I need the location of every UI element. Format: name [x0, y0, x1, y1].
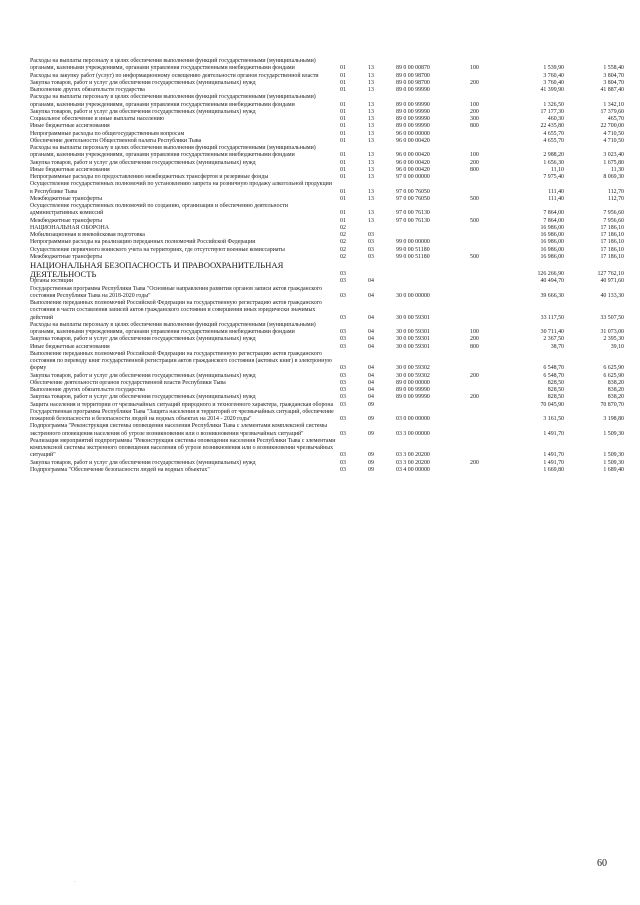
table-row — [30, 131, 624, 138]
row-section-code: 03 — [340, 466, 346, 473]
table-row — [30, 394, 624, 401]
row-section-code: 03 — [340, 387, 346, 394]
row-amount-year-1: 1 656,30 — [543, 159, 564, 166]
row-subsection-code: 13 — [368, 79, 374, 86]
row-name: Мобилизационная и вневойсковая подготовка — [30, 232, 145, 238]
row-subsection-code: 09 — [368, 459, 374, 466]
row-amount-year-2: 6 625,90 — [603, 365, 624, 372]
row-amount-year-2: 17 186,10 — [600, 246, 624, 253]
row-amount-year-2: 1 342,10 — [603, 101, 624, 108]
row-amount-year-1: 22 435,80 — [540, 123, 564, 130]
row-amount-year-1: 1 539,90 — [543, 65, 564, 72]
row-name: Защита населения и территории от чрезвычайных ситуаций природного и техногенного характера, гражданская оборона — [30, 401, 334, 408]
row-target-article-code: 99 0 00 51180 — [396, 246, 430, 253]
row-amount-year-2: 838,20 — [607, 394, 624, 401]
row-target-article-code: 03 4 00 00000 — [396, 466, 430, 473]
row-subsection-code: 13 — [368, 72, 374, 79]
row-name: Органы юстиции — [30, 278, 74, 285]
row-amount-year-1: 828,50 — [547, 394, 564, 401]
row-section-code: 03 — [340, 401, 346, 408]
row-expense-type-code: 200 — [470, 79, 479, 86]
row-amount-year-1: 111,40 — [548, 195, 564, 202]
row-amount-year-1: 111,40 — [548, 188, 564, 195]
row-amount-year-1: 4 655,70 — [543, 130, 564, 137]
row-amount-year-1: 7 864,00 — [543, 217, 564, 224]
row-subsection-code: 13 — [368, 210, 374, 217]
row-subsection-code: 04 — [368, 387, 374, 394]
row-name: Расходы на выплаты персоналу в целях обеспечения выполнения функций государственными (муниципальными) органами, казенными учреждениями, органами управления государственными внебюджетными фондами — [30, 321, 316, 336]
table-row — [30, 409, 624, 424]
row-subsection-code: 13 — [368, 108, 374, 115]
row-section-code: 03 — [340, 379, 346, 386]
row-amount-year-2: 112,70 — [608, 188, 624, 195]
row-name: Закупка товаров, работ и услуг для обеспечения государственных (муниципальных) нужд — [30, 159, 256, 166]
row-section-code: 03 — [340, 365, 346, 372]
row-subsection-code: 04 — [368, 336, 374, 343]
row-amount-year-1: 828,50 — [547, 387, 564, 394]
row-target-article-code: 89 0 00 99990 — [396, 108, 430, 115]
row-name: Выполнение других обязательств государства — [30, 87, 145, 93]
table-row — [30, 58, 624, 73]
table-row — [30, 225, 624, 232]
table-row — [30, 300, 624, 322]
row-amount-year-2: 1 509,30 — [603, 459, 624, 466]
row-amount-year-2: 838,20 — [607, 387, 624, 394]
table-row — [30, 261, 624, 278]
row-amount-year-2: 6 625,90 — [603, 372, 624, 379]
row-target-article-code: 03 3 00 20200 — [396, 459, 430, 466]
row-section-code: 02 — [340, 239, 346, 246]
row-amount-year-1: 3 760,40 — [543, 79, 564, 86]
row-section-code: 01 — [340, 116, 346, 122]
row-expense-type-code: 500 — [470, 195, 479, 202]
table-row — [30, 73, 624, 80]
row-amount-year-1: 2 988,20 — [543, 152, 564, 159]
table-row — [30, 80, 624, 87]
row-name: Закупка товаров, работ и услуг для обеспечения государственных (муниципальных) нужд — [30, 459, 256, 466]
row-amount-year-2: 17 186,10 — [600, 232, 624, 238]
row-amount-year-1: 4 655,70 — [543, 137, 564, 144]
row-section-code: 01 — [340, 152, 346, 159]
row-amount-year-1: 16 986,00 — [540, 239, 564, 246]
row-amount-year-2: 39,10 — [610, 343, 624, 350]
row-amount-year-1: 1 491,70 — [543, 430, 564, 437]
table-row — [30, 167, 624, 174]
row-name: Межбюджетные трансферты — [30, 217, 103, 224]
row-name: Расходы на выплаты персоналу в целях обеспечения выполнения функций государственными (муниципальными) органами, казенными учреждениями, органами управления государственными внебюджетными фондами — [30, 58, 316, 72]
row-target-article-code: 89 0 00 99990 — [396, 101, 430, 108]
row-name: Непрограммные расходы на реализацию переданных полномочий Российской Федерации — [30, 239, 256, 246]
row-target-article-code: 89 0 00 99990 — [396, 87, 430, 93]
row-amount-year-1: 6 548,70 — [543, 365, 564, 372]
row-amount-year-2: 3 023,40 — [603, 152, 624, 159]
row-subsection-code: 13 — [368, 87, 374, 93]
row-amount-year-2: 1 558,40 — [603, 65, 624, 72]
row-target-article-code: 97 0 00 76130 — [396, 210, 430, 217]
row-amount-year-1: 7 864,00 — [543, 210, 564, 217]
row-amount-year-1: 38,70 — [550, 343, 564, 350]
row-subsection-code: 13 — [368, 65, 374, 72]
row-name: Осуществление государственных полномочий по установлению запрета на розничную продажу алкогольной продукции в Республике Тыва — [30, 181, 332, 195]
row-name: Выполнение переданных полномочий Российской Федерации на государственную регистрацию актов гражданского состояния в части составления записей актов гражданского состояния и совершения иных юридически значимых действий — [30, 300, 322, 321]
row-expense-type-code: 200 — [470, 459, 479, 466]
row-amount-year-2: 22 700,00 — [600, 123, 624, 130]
row-name: Осуществление первичного воинского учета на территориях, где отсутствуют военные комиссариаты — [30, 246, 285, 253]
table-row — [30, 467, 624, 474]
row-target-article-code: 03 3 00 20200 — [396, 452, 430, 459]
budget-table — [30, 58, 624, 474]
row-amount-year-2: 4 710,50 — [603, 130, 624, 137]
row-target-article-code: 89 0 00 99990 — [396, 387, 430, 394]
row-target-article-code: 89 0 00 98700 — [396, 79, 430, 86]
row-target-article-code: 30 0 00 00000 — [396, 292, 430, 299]
row-amount-year-2: 3 804,70 — [603, 72, 624, 79]
row-amount-year-2: 838,20 — [607, 379, 624, 386]
row-expense-type-code: 200 — [470, 372, 479, 379]
row-amount-year-1: 16 986,00 — [540, 246, 564, 253]
row-amount-year-2: 40 971,60 — [600, 278, 624, 285]
row-amount-year-1: 2 367,50 — [543, 336, 564, 343]
table-row — [30, 138, 624, 145]
row-section-code: 02 — [340, 224, 346, 231]
row-target-article-code: 97 0 00 76050 — [396, 195, 430, 202]
row-amount-year-2: 3 198,80 — [603, 416, 624, 423]
row-amount-year-2: 8 069,30 — [603, 174, 624, 180]
row-amount-year-1: 39 666,30 — [540, 292, 564, 299]
row-amount-year-2: 4 710,50 — [603, 137, 624, 144]
row-section-code: 01 — [340, 72, 346, 79]
row-amount-year-2: 7 956,60 — [603, 210, 624, 217]
row-amount-year-1: 126 266,90 — [537, 271, 564, 278]
row-name: Межбюджетные трансферты — [30, 253, 103, 260]
row-expense-type-code: 800 — [470, 343, 479, 350]
row-target-article-code: 96 0 00 00420 — [396, 152, 430, 159]
row-subsection-code: 03 — [368, 232, 374, 238]
row-amount-year-1: 1 491,70 — [543, 459, 564, 466]
row-amount-year-1: 11,10 — [550, 166, 564, 173]
table-row — [30, 196, 624, 203]
row-section-code: 01 — [340, 79, 346, 86]
row-amount-year-1: 828,50 — [547, 379, 564, 386]
row-target-article-code: 96 0 00 00000 — [396, 130, 430, 137]
row-expense-type-code: 100 — [470, 65, 479, 72]
row-subsection-code: 04 — [368, 314, 374, 321]
table-row — [30, 286, 624, 301]
row-target-article-code: 89 0 00 00000 — [396, 379, 430, 386]
table-row — [30, 373, 624, 380]
row-section-code: 01 — [340, 108, 346, 115]
row-amount-year-1: 30 711,40 — [540, 329, 564, 336]
row-subsection-code: 09 — [368, 466, 374, 473]
row-section-code: 01 — [340, 174, 346, 180]
row-target-article-code: 30 0 00 59302 — [396, 365, 430, 372]
row-subsection-code: 04 — [368, 365, 374, 372]
row-subsection-code: 13 — [368, 152, 374, 159]
table-row — [30, 438, 624, 460]
row-section-code: 01 — [340, 188, 346, 195]
row-target-article-code: 97 0 00 00000 — [396, 174, 430, 180]
row-section-code: 01 — [340, 65, 346, 72]
row-target-article-code: 96 0 00 00420 — [396, 166, 430, 173]
row-name: НАЦИОНАЛЬНАЯ БЕЗОПАСНОСТЬ И ПРАВООХРАНИТЕЛЬНАЯ ДЕЯТЕЛЬНОСТЬ — [30, 260, 284, 279]
row-amount-year-1: 16 986,00 — [540, 253, 564, 260]
row-amount-year-1: 1 491,70 — [543, 452, 564, 459]
table-row — [30, 423, 624, 438]
row-section-code: 03 — [340, 394, 346, 401]
row-target-article-code: 30 0 00 59301 — [396, 336, 430, 343]
table-row — [30, 239, 624, 246]
row-target-article-code: 96 0 00 00420 — [396, 137, 430, 144]
row-section-code: 01 — [340, 101, 346, 108]
row-subsection-code: 13 — [368, 116, 374, 122]
row-name: Осуществление государственных полномочий по созданию, организации и обеспечению деятельности административных комиссий — [30, 203, 289, 217]
row-name: Расходы на закупку работ (услуг) по информационному освещению деятельности органов государственной власти — [30, 72, 319, 79]
row-target-article-code: 30 0 00 59302 — [396, 372, 430, 379]
table-row — [30, 402, 624, 409]
row-amount-year-2: 11,30 — [610, 166, 624, 173]
row-section-code: 03 — [340, 416, 346, 423]
row-section-code: 01 — [340, 217, 346, 224]
row-section-code: 01 — [340, 195, 346, 202]
row-subsection-code: 04 — [368, 372, 374, 379]
row-expense-type-code: 200 — [470, 394, 479, 401]
table-row — [30, 94, 624, 109]
row-name: Непрограммные расходы по предоставлению межбюджетных трансфертов и резервные фонды — [30, 174, 269, 180]
row-expense-type-code: 500 — [470, 217, 479, 224]
row-amount-year-2: 112,70 — [608, 195, 624, 202]
row-name: Государственная программа Республики Тыва "Защита населения и территорий от чрезвычайных ситуаций, обеспечение пожарной безопасности и безопасности людей на водных объектах на 2014 - 2020 годы" — [30, 408, 334, 423]
row-subsection-code: 13 — [368, 195, 374, 202]
row-section-code: 03 — [340, 271, 346, 278]
row-amount-year-2: 70 870,70 — [600, 401, 624, 408]
table-row — [30, 160, 624, 167]
row-amount-year-2: 465,70 — [607, 116, 624, 122]
row-section-code: 03 — [340, 292, 346, 299]
row-section-code: 03 — [340, 329, 346, 336]
row-target-article-code: 89 0 00 99990 — [396, 123, 430, 130]
row-subsection-code: 04 — [368, 394, 374, 401]
row-section-code: 03 — [340, 459, 346, 466]
row-amount-year-2: 3 804,70 — [603, 79, 624, 86]
row-subsection-code: 13 — [368, 174, 374, 180]
row-subsection-code: 13 — [368, 101, 374, 108]
row-name: Обеспечение деятельности органов государственной власти Республики Тыва — [30, 379, 226, 386]
row-amount-year-2: 2 395,30 — [603, 336, 624, 343]
row-amount-year-2: 1 509,30 — [603, 452, 624, 459]
row-subsection-code: 09 — [368, 452, 374, 459]
row-subsection-code: 09 — [368, 430, 374, 437]
row-subsection-code: 13 — [368, 188, 374, 195]
row-amount-year-2: 7 956,60 — [603, 217, 624, 224]
table-row — [30, 344, 624, 351]
row-target-article-code: 89 0 00 99990 — [396, 116, 430, 122]
row-target-article-code: 97 0 00 76050 — [396, 188, 430, 195]
row-target-article-code: 89 0 00 00870 — [396, 65, 430, 72]
row-name: Непрограммные расходы по общегосударственным вопросам — [30, 130, 185, 137]
row-expense-type-code: 200 — [470, 159, 479, 166]
row-section-code: 01 — [340, 137, 346, 144]
row-amount-year-2: 40 133,30 — [600, 292, 624, 299]
row-subsection-code: 09 — [368, 416, 374, 423]
row-amount-year-1: 3 161,50 — [543, 416, 564, 423]
row-amount-year-2: 17 379,60 — [600, 108, 624, 115]
row-subsection-code: 03 — [368, 246, 374, 253]
table-row — [30, 218, 624, 225]
row-name: Иные бюджетные ассигнования — [30, 166, 110, 173]
table-row — [30, 181, 624, 196]
row-amount-year-1: 1 326,50 — [543, 101, 564, 108]
row-name: Подпрограмма "Обеспечение безопасности людей на водных объектах" — [30, 466, 210, 473]
row-subsection-code: 04 — [368, 379, 374, 386]
row-expense-type-code: 300 — [470, 116, 479, 122]
row-section-code: 01 — [340, 130, 346, 137]
row-amount-year-2: 41 887,40 — [600, 87, 624, 93]
row-section-code: 01 — [340, 123, 346, 130]
row-name: Закупка товаров, работ и услуг для обеспечения государственных (муниципальных) нужд — [30, 394, 256, 401]
row-target-article-code: 99 0 00 00000 — [396, 239, 430, 246]
table-row — [30, 203, 624, 218]
row-section-code: 02 — [340, 253, 346, 260]
row-amount-year-1: 41 399,90 — [540, 87, 564, 93]
row-subsection-code: 13 — [368, 166, 374, 173]
row-expense-type-code: 100 — [470, 329, 479, 336]
row-target-article-code: 97 0 00 76130 — [396, 217, 430, 224]
table-row — [30, 247, 624, 254]
row-target-article-code: 89 0 00 99990 — [396, 394, 430, 401]
row-name: Межбюджетные трансферты — [30, 195, 103, 202]
row-target-article-code: 30 0 00 59301 — [396, 343, 430, 350]
row-amount-year-2: 1 675,80 — [603, 159, 624, 166]
row-subsection-code: 13 — [368, 217, 374, 224]
row-amount-year-1: 16 986,00 — [540, 232, 564, 238]
row-name: Закупка товаров, работ и услуг для обеспечения государственных (муниципальных) нужд — [30, 79, 256, 86]
row-subsection-code: 09 — [368, 401, 374, 408]
row-amount-year-2: 17 186,10 — [600, 224, 624, 231]
row-section-code: 01 — [340, 87, 346, 93]
table-row — [30, 460, 624, 467]
row-amount-year-1: 17 177,30 — [540, 108, 564, 115]
table-row — [30, 145, 624, 160]
row-amount-year-1: 33 117,50 — [540, 314, 564, 321]
row-section-code: 01 — [340, 210, 346, 217]
row-section-code: 03 — [340, 452, 346, 459]
row-target-article-code: 30 0 00 59301 — [396, 314, 430, 321]
row-target-article-code: 30 0 00 59301 — [396, 329, 430, 336]
table-row — [30, 123, 624, 130]
row-expense-type-code: 500 — [470, 253, 479, 260]
row-subsection-code: 13 — [368, 159, 374, 166]
row-name: Иные бюджетные ассигнования — [30, 123, 110, 130]
row-name: Иные бюджетные ассигнования — [30, 343, 110, 350]
row-amount-year-1: 3 760,40 — [543, 72, 564, 79]
row-amount-year-1: 40 494,70 — [540, 278, 564, 285]
row-expense-type-code: 800 — [470, 123, 479, 130]
table-row — [30, 322, 624, 337]
row-expense-type-code: 100 — [470, 101, 479, 108]
row-subsection-code: 04 — [368, 329, 374, 336]
row-section-code: 02 — [340, 246, 346, 253]
row-section-code: 02 — [340, 232, 346, 238]
row-amount-year-2: 31 073,00 — [600, 329, 624, 336]
row-name: Подпрограмма "Реконструкция системы оповещения населения Республики Тыва с элементами комплексной системы экстренного оповещения населения об угрозе возникновения или о возникновении чрезвычайных ситуаций" — [30, 423, 328, 437]
page-number: 60 — [597, 858, 607, 869]
row-amount-year-2: 17 186,10 — [600, 239, 624, 246]
row-amount-year-1: 6 548,70 — [543, 372, 564, 379]
row-target-article-code: 89 0 00 98700 — [396, 72, 430, 79]
row-section-code: 01 — [340, 166, 346, 173]
table-row — [30, 109, 624, 116]
row-subsection-code: 03 — [368, 253, 374, 260]
row-section-code: 03 — [340, 336, 346, 343]
table-row — [30, 116, 624, 123]
row-amount-year-2: 17 186,10 — [600, 253, 624, 260]
row-amount-year-2: 1 689,40 — [603, 466, 624, 473]
bottom-mark: · — [74, 880, 76, 885]
row-section-code: 01 — [340, 159, 346, 166]
row-section-code: 03 — [340, 430, 346, 437]
row-name: Выполнение переданных полномочий Российской Федерации на государственную регистрацию актов гражданского состояния по переводу книг государственной регистрации актов гражданского состояния (актовых книг) в электронную форму — [30, 350, 332, 372]
row-subsection-code: 13 — [368, 130, 374, 137]
row-expense-type-code: 800 — [470, 166, 479, 173]
row-amount-year-1: 70 045,90 — [540, 401, 564, 408]
row-amount-year-1: 7 975,40 — [543, 174, 564, 180]
row-subsection-code: 04 — [368, 278, 374, 285]
row-amount-year-1: 460,30 — [547, 116, 564, 122]
row-subsection-code: 04 — [368, 292, 374, 299]
row-name: Расходы на выплаты персоналу в целях обеспечения выполнения функций государственными (муниципальными) органами, казенными учреждениями, органами управления государственными внебюджетными фондами — [30, 94, 316, 108]
row-subsection-code: 13 — [368, 137, 374, 144]
row-name: Государственная программа Республики Тыва "Основные направления развития органов записи актов гражданского состояния Республики Тыва на 2018-2020 годы" — [30, 285, 323, 299]
row-section-code: 03 — [340, 343, 346, 350]
row-target-article-code: 99 0 00 51180 — [396, 253, 430, 260]
row-name: Расходы на выплаты персоналу в целях обеспечения выполнения функций государственными (муниципальными) органами, казенными учреждениями, органами управления государственными внебюджетными фондами — [30, 145, 316, 159]
row-expense-type-code: 200 — [470, 108, 479, 115]
row-amount-year-2: 1 509,30 — [603, 430, 624, 437]
row-amount-year-1: 1 669,80 — [543, 466, 564, 473]
row-subsection-code: 13 — [368, 123, 374, 130]
row-name: Закупка товаров, работ и услуг для обеспечения государственных (муниципальных) нужд — [30, 336, 256, 343]
table-row — [30, 351, 624, 373]
row-subsection-code: 03 — [368, 239, 374, 246]
row-expense-type-code: 100 — [470, 152, 479, 159]
row-amount-year-1: 16 986,00 — [540, 224, 564, 231]
row-target-article-code: 96 0 00 00420 — [396, 159, 430, 166]
table-row — [30, 278, 624, 285]
table-row — [30, 336, 624, 343]
row-subsection-code: 04 — [368, 343, 374, 350]
row-target-article-code: 03 0 00 00000 — [396, 416, 430, 423]
row-target-article-code: 03 3 00 00000 — [396, 430, 430, 437]
row-amount-year-2: 127 762,10 — [597, 271, 624, 278]
row-section-code: 03 — [340, 372, 346, 379]
row-name: Закупка товаров, работ и услуг для обеспечения государственных (муниципальных) нужд — [30, 108, 256, 115]
row-name: Закупка товаров, работ и услуг для обеспечения государственных (муниципальных) нужд — [30, 372, 256, 379]
row-section-code: 03 — [340, 278, 346, 285]
row-name: НАЦИОНАЛЬНАЯ ОБОРОНА — [30, 224, 110, 231]
row-expense-type-code: 200 — [470, 336, 479, 343]
row-name: Реализация мероприятий подпрограммы "Реконструкция системы оповещения населения Республики Тыва с элементами комплексной системы экстренного оповещения населения об угрозе возникновения или о возникновении чрезвычайных ситуаций" — [30, 437, 336, 459]
row-section-code: 03 — [340, 314, 346, 321]
row-name: Выполнение других обязательств государства — [30, 387, 145, 394]
row-name: Социальное обеспечение и иные выплаты населению — [30, 116, 165, 122]
row-name: Обеспечение деятельности Общественной палаты Республики Тыва — [30, 137, 202, 144]
row-amount-year-2: 33 507,50 — [600, 314, 624, 321]
